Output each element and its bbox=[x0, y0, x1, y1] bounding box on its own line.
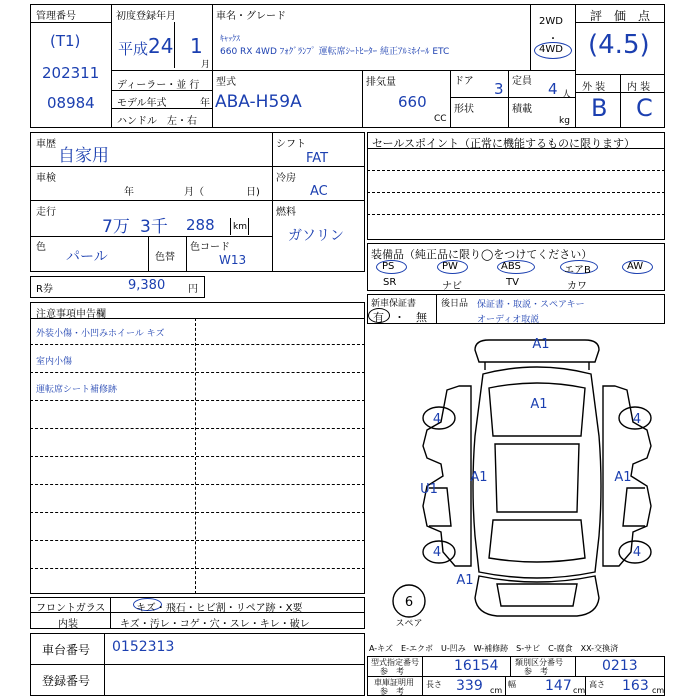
first-reg-year: 24 bbox=[148, 34, 174, 58]
shift-value: FAT bbox=[306, 151, 329, 166]
type-label: 型式 bbox=[216, 77, 236, 88]
mgmt-tag: (T1) bbox=[50, 32, 81, 50]
chassis-value: 0152313 bbox=[112, 639, 175, 655]
first-reg-month-unit: 月 bbox=[201, 60, 211, 70]
color-label: 色 bbox=[36, 242, 46, 253]
displacement-value: 660 bbox=[398, 93, 427, 111]
inspection-day: 日) bbox=[246, 187, 260, 198]
retrofit-label: 後日品 bbox=[441, 299, 469, 309]
registration-label: 登録番号 bbox=[42, 674, 91, 688]
equip-pw: PW bbox=[442, 261, 458, 272]
glass-options: キズ・飛石・ヒビ割・リペア跡・X要 bbox=[136, 603, 303, 614]
interior-options: キズ・汚レ・コゲ・穴・スレ・キレ・破レ bbox=[120, 619, 310, 630]
cert-width-unit: cm bbox=[573, 686, 586, 695]
color-code-label: 色コード bbox=[190, 242, 230, 253]
first-reg-month: 1 bbox=[190, 34, 203, 58]
door-label: ドア bbox=[454, 76, 474, 87]
equip-tv: TV bbox=[506, 277, 519, 288]
cert-length-label: 長さ bbox=[426, 680, 442, 689]
warranty-sep: ・ bbox=[394, 311, 405, 324]
glass-label: フロントガラス bbox=[36, 603, 106, 614]
model-year-label: モデル年式 bbox=[117, 98, 167, 109]
cert-height-label: 高さ bbox=[589, 680, 605, 689]
cert-width: 147 bbox=[545, 678, 572, 694]
shape-label: 形状 bbox=[454, 104, 474, 115]
designation-label: 型式指定番号 bbox=[371, 658, 419, 667]
note-rule bbox=[30, 540, 365, 541]
chassis-label: 車台番号 bbox=[42, 643, 91, 657]
drive-dot: ・ bbox=[548, 34, 558, 45]
mgmt-number-1: 202311 bbox=[42, 64, 100, 82]
color-value: パール bbox=[66, 249, 108, 265]
color-change-label: 色替 bbox=[155, 252, 175, 263]
category-value: 0213 bbox=[602, 658, 638, 674]
mgmt-label: 管理番号 bbox=[36, 11, 76, 22]
car-grade: 660 RX 4WD ﾌｫｸﾞﾗﾝﾌﾟ 運転席ｼｰﾄﾋｰﾀｰ 純正ｱﾙﾐﾎｲｰﾙ ETC bbox=[220, 47, 450, 57]
eval-int-label: 内 装 bbox=[627, 82, 651, 93]
equip-abs: ABS bbox=[501, 261, 521, 272]
inspection-label: 車検 bbox=[36, 173, 56, 184]
type-value: ABA-H59A bbox=[215, 92, 302, 112]
door-value: 3 bbox=[494, 80, 504, 98]
mileage-rest: 288 bbox=[186, 216, 215, 234]
fuel-label: 燃料 bbox=[276, 207, 296, 218]
retrofit-line-1: 保証書・取説・スペアキー bbox=[477, 300, 585, 310]
equipment-label: 装備品（純正品に限り◯をつけてください） bbox=[371, 248, 593, 261]
cert-height: 163 bbox=[622, 678, 649, 694]
equip-sr: SR bbox=[383, 277, 397, 288]
damage-mark: 4 bbox=[632, 545, 642, 560]
eval-int-grade: C bbox=[636, 94, 653, 122]
mileage-unit: km bbox=[233, 222, 247, 232]
drive-4wd: 4WD bbox=[539, 44, 563, 55]
model-year-unit: 年 bbox=[200, 98, 210, 109]
eval-label: 評 価 点 bbox=[590, 9, 651, 23]
note-rule bbox=[30, 400, 365, 401]
damage-legend: A-キズ E-エクボ U-凹み W-補修跡 S-サビ C-腐食 XX-交換済 bbox=[369, 644, 619, 653]
damage-mark: 4 bbox=[432, 545, 442, 560]
eval-score: (4.5) bbox=[588, 30, 650, 60]
equip-navi: ナビ bbox=[442, 281, 462, 292]
category-label: 類別区分番号 bbox=[515, 658, 563, 667]
capacity-unit: 人 bbox=[562, 90, 572, 100]
damage-mark: 4 bbox=[432, 412, 442, 427]
r-ticket-frame bbox=[30, 276, 205, 298]
notes-frame bbox=[30, 302, 365, 594]
eval-ext-label: 外 装 bbox=[582, 82, 606, 93]
damage-mark: A1 bbox=[532, 337, 550, 352]
color-code: W13 bbox=[219, 253, 247, 267]
equip-ps: PS bbox=[382, 261, 395, 272]
r-ticket-unit: 円 bbox=[188, 284, 198, 295]
load-unit: kg bbox=[559, 116, 570, 126]
load-label: 積載 bbox=[512, 104, 532, 115]
designation-sub: 参 考 bbox=[380, 667, 404, 676]
warranty-yes: 有 bbox=[373, 311, 384, 324]
note-line-2: 室内小傷 bbox=[36, 357, 73, 367]
notes-label: 注意事項申告欄 bbox=[36, 309, 106, 320]
first-reg-era: 平成 bbox=[118, 40, 149, 58]
cert-length: 339 bbox=[456, 678, 483, 694]
eval-ext-grade: B bbox=[591, 94, 608, 122]
damage-mark: U1 bbox=[420, 482, 438, 497]
retrofit-line-2: オーディオ取説 bbox=[477, 315, 540, 325]
capacity-label: 定員 bbox=[512, 76, 532, 87]
note-line-3: 運転席シート補修跡 bbox=[36, 385, 118, 395]
note-rule bbox=[30, 372, 365, 373]
interior-label: 内装 bbox=[58, 619, 78, 630]
note-rule bbox=[30, 428, 365, 429]
shift-label: シフト bbox=[276, 139, 306, 150]
mgmt-number-2: 08984 bbox=[47, 94, 95, 112]
history-label: 車歴 bbox=[36, 139, 56, 150]
note-line-1: 外装小傷・小凹みホイール キズ bbox=[36, 329, 165, 339]
inspection-month: 月（ bbox=[184, 187, 204, 198]
note-rule bbox=[30, 344, 365, 345]
category-sub: 参 考 bbox=[524, 667, 548, 676]
ac-value: AC bbox=[310, 184, 328, 199]
equip-leather: カワ bbox=[567, 281, 587, 292]
cert-sub: 参 考 bbox=[380, 687, 404, 696]
displacement-unit: CC bbox=[434, 114, 447, 124]
mileage-sen: 3千 bbox=[140, 217, 168, 237]
capacity-value: 4 bbox=[548, 80, 558, 98]
dealer-label: ディーラー・並 行 bbox=[117, 80, 200, 91]
fuel-value: ガソリン bbox=[288, 228, 344, 244]
equip-airbag: エアB bbox=[564, 265, 591, 276]
note-rule bbox=[30, 484, 365, 485]
displacement-label: 排気量 bbox=[366, 77, 396, 88]
damage-mark: A1 bbox=[530, 397, 548, 412]
damage-mark: A1 bbox=[470, 470, 488, 485]
damage-mark: 4 bbox=[632, 412, 642, 427]
name-grade-label: 車名・グレード bbox=[216, 11, 286, 22]
cert-label: 車庫証明用 bbox=[374, 678, 414, 687]
note-rule bbox=[30, 512, 365, 513]
cert-length-unit: cm bbox=[490, 686, 503, 695]
r-ticket-value: 9,380 bbox=[128, 278, 166, 293]
ac-label: 冷房 bbox=[276, 173, 296, 184]
damage-mark: A1 bbox=[456, 573, 474, 588]
damage-mark: A1 bbox=[614, 470, 632, 485]
sales-label: セールスポイント（正常に機能するものに限ります） bbox=[372, 137, 636, 150]
first-reg-label: 初度登録年月 bbox=[116, 11, 176, 22]
spare-label: スペア bbox=[395, 619, 423, 629]
cert-width-label: 幅 bbox=[508, 680, 516, 689]
mileage-man: 7万 bbox=[102, 217, 130, 237]
cert-height-unit: cm bbox=[652, 686, 665, 695]
mileage-label: 走行 bbox=[36, 207, 56, 218]
handle-label: ハンドル 左・右 bbox=[117, 116, 197, 127]
drive-2wd: 2WD bbox=[539, 16, 563, 27]
note-rule bbox=[30, 456, 365, 457]
top-frame bbox=[30, 4, 665, 128]
history-value: 自家用 bbox=[58, 146, 109, 166]
spare-value: 6 bbox=[404, 595, 414, 610]
designation-value: 16154 bbox=[454, 658, 499, 674]
car-damage-diagram bbox=[367, 326, 665, 630]
equip-aw: AW bbox=[627, 261, 644, 272]
warranty-no: 無 bbox=[416, 311, 427, 324]
warranty-label: 新車保証書 bbox=[371, 299, 417, 309]
r-ticket-label: R券 bbox=[36, 284, 53, 295]
car-name: ｷｬｯｸｽ bbox=[220, 34, 240, 43]
inspection-year: 年 bbox=[124, 187, 134, 198]
note-rule bbox=[30, 568, 365, 569]
